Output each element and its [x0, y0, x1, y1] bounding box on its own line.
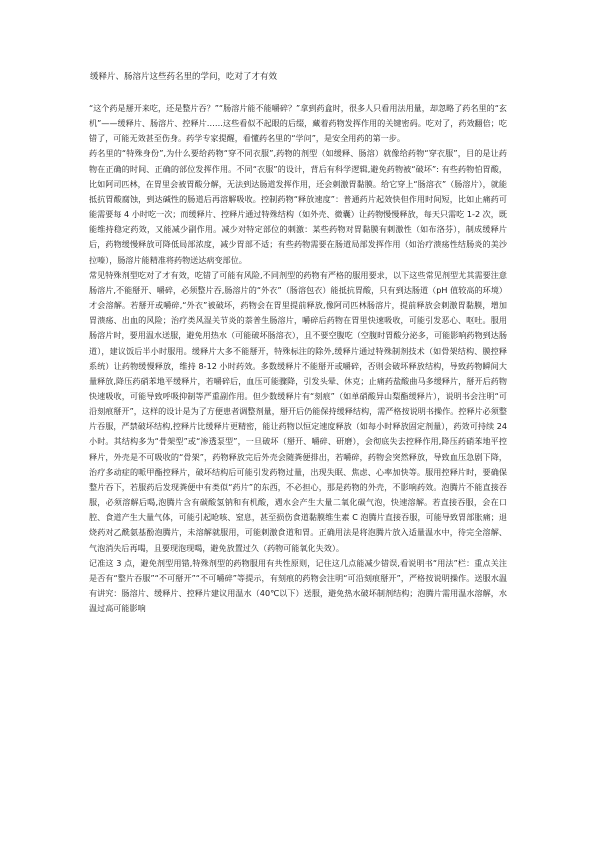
paragraph: 记准这 3 点，避免剂型用错,特殊剂型的药物服用有共性原则，记住这几点能减少错误,看说明书“用法”栏：重点关注是否有“整片吞服”“不可掰开”“不可嚼碎”等提示，有刻痕的药物会注明“可沿刻痕掰开”，严格按说明操作。送服水温有讲究：肠溶片、缓释片、控释片建议用温水（40℃以下）送服，避免热水破坏制剂结构；泡腾片需用温水溶解，水温过高可能影响	[89, 557, 507, 614]
article-title: 缓释片、肠溶片这些药名里的学问，吃对了才有效	[90, 72, 278, 82]
paragraph: 药名里的“特殊身份”,为什么要给药物“穿不同衣服”,药物的剂型（如缓释、肠溶）就像给药物“穿衣服”，目的是让药物在正确的时间、正确的部位发挥作用。不同“衣服”的设计，背后有科学逻辑,避免药物被“破坏”: 有些药物怕胃酸，比如阿司匹林，在胃里会被胃酸分解，无法到达肠道发挥作用，还会刺激胃黏膜。给它穿上“肠溶衣”（肠溶片），就能抵抗胃酸腐蚀，到达碱性的肠道后再溶解吸收。控制药物“释放速度”：普通药片起效快但作用时间短，比如止痛药可能需要每 4 小时吃一次；而缓释片、控释片通过特殊结构（如外壳、微囊）让药物慢慢释放，每天只需吃 1-2 次，既能维持稳定药效，又能减少副作用。减少对特定部位的刺激：某些药物对胃黏膜有刺激性（如布洛芬），制成缓释片后，药物缓慢释放可降低局部浓度，减少胃部不适；有些药物需要在肠道局部发挥作用（如治疗溃疡性结肠炎的美沙拉嗪），肠溶片能精准将药物送达病变部位。	[89, 148, 507, 265]
paragraph: 常见特殊剂型吃对了才有效，吃错了可能有风险,不同剂型的药物有严格的服用要求，以下这些常见剂型尤其需要注意肠溶片,不能掰开、嚼碎，必须整片吞,肠溶片的“外衣”（肠溶包衣）能抵抗胃酸，只有到达肠道（pH 值较高的环境）才会溶解。若掰开或嚼碎,“外衣”被破坏，药物会在胃里提前释放,像阿司匹林肠溶片，提前释放会刺激胃黏膜，增加胃溃疡、出血的风险；治疗类风湿关节炎的萘普生肠溶片，嚼碎后药物在胃里快速吸收，可能引发恶心、呕吐。服用肠溶片时，要用温水送服，避免用热水（可能破坏肠溶衣），且不要空腹吃（空腹时胃酸分泌多，可能影响药物到达肠道），建议饭后半小时服用。缓释片大多不能掰开，特殊标注的除外,缓释片通过特殊制剂技术（如骨架结构、膜控释系统）让药物缓慢释放，维持 8-12 小时药效。多数缓释片不能掰开或嚼碎，否则会破坏释放结构，导致药物瞬间大量释放,降压药硝苯地平缓释片，若嚼碎后，血压可能骤降，引发头晕、休克；止痛药盐酸曲马多缓释片，掰开后药物快速吸收，可能导致呼吸抑制等严重副作用。但少数缓释片有“刻痕”（如单硝酸异山梨酯缓释片），说明书会注明“可沿刻痕掰开”，这样的设计是为了方便患者调整剂量，掰开后仍能保持缓释结构，需严格按说明书操作。控释片必须整片吞服，严禁破坏结构,控释片比缓释片更精密，能让药物以恒定速度释放（如每小时释放固定剂量），药效可持续 24 小时。其结构多为“骨架型”或“渗透泵型”，一旦破坏（掰开、嚼碎、研磨），会彻底失去控释作用,降压药硝苯地平控释片，外壳是不可吸收的“骨架”，药物释放完后外壳会随粪便排出，若嚼碎，药物会突然释放，导致血压急剧下降，治疗多动症的哌甲酯控释片，破坏结构后可能引发药物过量，出现失眠、焦虑、心率加快等。服用控释片时，要确保整片吞下，若服药后发现粪便中有类似“药片”的东西，不必担心，那是药物的外壳，不影响药效。泡腾片不能直接吞服，必须溶解后喝,泡腾片含有碳酸氢钠和有机酸，遇水会产生大量二氧化碳气泡，快速溶解。若直接吞服，会在口腔、食道产生大量气体，可能引起呛咳、窒息，甚至损伤食道黏膜维生素 C 泡腾片直接吞服，可能导致胃部胀痛；退烧药对乙酰氨基酚泡腾片，未溶解就服用，可能刺激食道和胃。正确用法是将泡腾片放入适量温水中，待完全溶解、气泡消失后再喝，且要现泡现喝，避免放置过久（药物可能氧化失效）。	[89, 269, 507, 553]
paragraph: “这个药是掰开来吃，还是整片吞？”“肠溶片能不能嚼碎？”拿到药盒时，很多人只看用法用量，却忽略了药名里的“玄机”——缓释片、肠溶片、控释片……这些看似不起眼的后缀，藏着药物发挥作用的关键密码。吃对了，药效翻倍；吃错了，可能无效甚至伤身。药学专家提醒，看懂药名里的“学问”，是安全用药的第一步。	[89, 103, 507, 144]
article-body	[89, 101, 507, 616]
